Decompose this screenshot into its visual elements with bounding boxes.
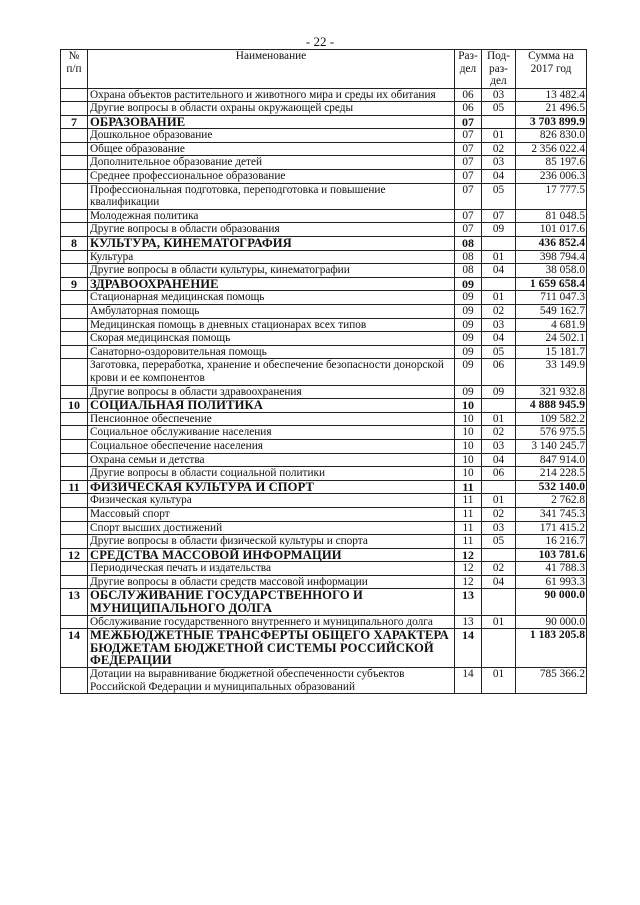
row-section: 07 [455,142,482,156]
row-name: Периодическая печать и издательства [88,562,455,576]
row-sum: 90 000.0 [516,615,587,629]
row-name: Дошкольное образование [88,129,455,143]
row-name: Спорт высших достижений [88,521,455,535]
section-row [61,237,587,251]
table-row [61,156,587,170]
row-section: 09 [455,277,482,291]
row-name: Медицинская помощь в дневных стационарах всех типов [88,318,455,332]
row-subsection: 06 [482,359,516,385]
row-section: 09 [455,305,482,319]
row-name: Культура [88,250,455,264]
row-name: ОБРАЗОВАНИЕ [88,115,455,129]
row-sum: 4 888 945.9 [516,399,587,413]
row-section: 07 [455,129,482,143]
row-number [61,250,88,264]
row-number [61,142,88,156]
row-subsection: 02 [482,305,516,319]
row-sum: 90 000.0 [516,589,587,615]
row-number: 14 [61,629,88,668]
row-sum: 436 852.4 [516,237,587,251]
table-row [61,439,587,453]
row-sum: 21 496.5 [516,102,587,116]
row-section: 08 [455,237,482,251]
row-subsection: 01 [482,412,516,426]
row-sum: 171 415.2 [516,521,587,535]
row-number [61,494,88,508]
row-subsection [482,115,516,129]
row-section: 13 [455,589,482,615]
row-subsection: 02 [482,507,516,521]
row-sum: 33 149.9 [516,359,587,385]
row-subsection [482,629,516,668]
row-number [61,345,88,359]
row-subsection: 09 [482,223,516,237]
row-name: СРЕДСТВА МАССОВОЙ ИНФОРМАЦИИ [88,548,455,562]
row-sum: 847 914.0 [516,453,587,467]
section-row [61,629,587,668]
row-subsection [482,399,516,413]
row-section: 07 [455,223,482,237]
row-subsection: 05 [482,102,516,116]
row-sum: 549 162.7 [516,305,587,319]
row-number: 13 [61,589,88,615]
row-section: 12 [455,575,482,589]
row-number [61,412,88,426]
row-section: 07 [455,170,482,184]
table-row [61,453,587,467]
row-subsection: 01 [482,668,516,694]
row-section: 14 [455,668,482,694]
row-subsection: 05 [482,535,516,549]
table-row [61,223,587,237]
row-section: 06 [455,102,482,116]
row-number [61,156,88,170]
table-row [61,264,587,278]
row-sum: 3 703 899.9 [516,115,587,129]
table-row [61,183,587,209]
row-subsection: 01 [482,291,516,305]
row-sum: 398 794.4 [516,250,587,264]
row-number [61,102,88,116]
table-row [61,332,587,346]
row-sum: 38 058.0 [516,264,587,278]
row-number [61,439,88,453]
row-number [61,453,88,467]
row-number [61,264,88,278]
table-row [61,102,587,116]
row-subsection [482,480,516,494]
row-number: 11 [61,480,88,494]
row-number [61,507,88,521]
row-name: Заготовка, переработка, хранение и обеспечение безопасности донорской крови и ее компонентов [88,359,455,385]
row-sum: 61 993.3 [516,575,587,589]
row-subsection: 04 [482,264,516,278]
row-name: Социальное обслуживание населения [88,426,455,440]
row-subsection: 04 [482,332,516,346]
row-subsection: 02 [482,142,516,156]
row-name: Санаторно-оздоровительная помощь [88,345,455,359]
row-name: ФИЗИЧЕСКАЯ КУЛЬТУРА И СПОРТ [88,480,455,494]
table-row [61,668,587,694]
table-row [61,467,587,481]
row-section: 07 [455,156,482,170]
row-subsection: 01 [482,129,516,143]
row-sum: 214 228.5 [516,467,587,481]
row-section: 11 [455,521,482,535]
row-name: Социальное обеспечение населения [88,439,455,453]
row-number [61,668,88,694]
row-sum: 1 183 205.8 [516,629,587,668]
row-subsection: 09 [482,385,516,399]
row-name: Другие вопросы в области средств массовой информации [88,575,455,589]
section-row [61,480,587,494]
row-subsection: 04 [482,170,516,184]
row-name: ОБСЛУЖИВАНИЕ ГОСУДАРСТВЕННОГО И МУНИЦИПАЛЬНОГО ДОЛГА [88,589,455,615]
row-subsection: 01 [482,250,516,264]
row-sum: 532 140.0 [516,480,587,494]
row-sum: 341 745.3 [516,507,587,521]
table-row [61,535,587,549]
table-row [61,494,587,508]
column-header-sum: Сумма на 2017 год [516,50,587,89]
table-row [61,250,587,264]
row-name: Другие вопросы в области охраны окружающей среды [88,102,455,116]
table-row [61,318,587,332]
row-subsection: 05 [482,183,516,209]
row-section: 09 [455,359,482,385]
row-name: Амбулаторная помощь [88,305,455,319]
row-sum: 711 047.3 [516,291,587,305]
row-name: Другие вопросы в области социальной политики [88,467,455,481]
row-name: СОЦИАЛЬНАЯ ПОЛИТИКА [88,399,455,413]
row-section: 09 [455,291,482,305]
row-name: Стационарная медицинская помощь [88,291,455,305]
row-name: ЗДРАВООХРАНЕНИЕ [88,277,455,291]
row-section: 14 [455,629,482,668]
row-section: 09 [455,345,482,359]
table-row [61,507,587,521]
table-row [61,209,587,223]
row-name: КУЛЬТУРА, КИНЕМАТОГРАФИЯ [88,237,455,251]
table-row [61,170,587,184]
row-number: 8 [61,237,88,251]
section-row [61,277,587,291]
row-subsection: 04 [482,575,516,589]
table-row [61,305,587,319]
row-subsection [482,589,516,615]
row-sum: 2 356 022.4 [516,142,587,156]
table-body [61,88,587,694]
row-name: Охрана семьи и детства [88,453,455,467]
row-subsection: 06 [482,467,516,481]
row-number [61,129,88,143]
table-row [61,142,587,156]
row-number: 7 [61,115,88,129]
row-name: Профессиональная подготовка, переподготовка и повышение квалификации [88,183,455,209]
column-header-num: № п/п [61,50,88,89]
row-subsection: 02 [482,426,516,440]
row-sum: 41 788.3 [516,562,587,576]
row-section: 10 [455,412,482,426]
table-row [61,129,587,143]
page-number: - 22 - [305,34,335,49]
row-sum: 236 006.3 [516,170,587,184]
row-subsection: 01 [482,494,516,508]
row-section: 07 [455,209,482,223]
table-row [61,359,587,385]
row-subsection: 07 [482,209,516,223]
row-subsection: 03 [482,318,516,332]
row-name: Массовый спорт [88,507,455,521]
row-number: 9 [61,277,88,291]
row-sum: 109 582.2 [516,412,587,426]
table-header-row [61,50,587,89]
row-number: 12 [61,548,88,562]
section-row [61,548,587,562]
row-number [61,615,88,629]
column-header-name: Наименование [88,50,455,89]
section-row [61,115,587,129]
row-sum: 2 762.8 [516,494,587,508]
table-row [61,88,587,102]
row-subsection: 01 [482,615,516,629]
row-number [61,426,88,440]
column-header-section: Раз-дел [455,50,482,89]
row-subsection: 03 [482,156,516,170]
table-row [61,385,587,399]
row-section: 08 [455,250,482,264]
row-section: 09 [455,318,482,332]
row-sum: 3 140 245.7 [516,439,587,453]
row-name: Физическая культура [88,494,455,508]
row-sum: 785 366.2 [516,668,587,694]
column-header-subsection: Под-раз-дел [482,50,516,89]
table-row [61,521,587,535]
row-sum: 17 777.5 [516,183,587,209]
row-name: Среднее профессиональное образование [88,170,455,184]
row-section: 10 [455,467,482,481]
row-sum: 15 181.7 [516,345,587,359]
row-name: Дополнительное образование детей [88,156,455,170]
row-number [61,562,88,576]
row-section: 11 [455,507,482,521]
row-section: 11 [455,535,482,549]
section-row [61,399,587,413]
row-name: Охрана объектов растительного и животного мира и среды их обитания [88,88,455,102]
row-name: Другие вопросы в области образования [88,223,455,237]
table-row [61,291,587,305]
row-section: 11 [455,494,482,508]
row-section: 11 [455,480,482,494]
row-subsection [482,277,516,291]
row-name: Скорая медицинская помощь [88,332,455,346]
row-sum: 321 932.8 [516,385,587,399]
row-sum: 13 482.4 [516,88,587,102]
row-name: Другие вопросы в области культуры, кинематографии [88,264,455,278]
row-sum: 81 048.5 [516,209,587,223]
row-section: 10 [455,426,482,440]
row-sum: 103 781.6 [516,548,587,562]
row-sum: 1 659 658.4 [516,277,587,291]
section-row [61,589,587,615]
row-number [61,223,88,237]
row-section: 10 [455,453,482,467]
row-name: МЕЖБЮДЖЕТНЫЕ ТРАНСФЕРТЫ ОБЩЕГО ХАРАКТЕРА БЮДЖЕТАМ БЮДЖЕТНОЙ СИСТЕМЫ РОССИЙСКОЙ ФЕДЕРАЦИИ [88,629,455,668]
row-section: 12 [455,548,482,562]
row-name: Пенсионное обеспечение [88,412,455,426]
table-row [61,426,587,440]
row-section: 07 [455,183,482,209]
row-subsection: 02 [482,562,516,576]
row-section: 09 [455,332,482,346]
row-section: 09 [455,385,482,399]
table-row [61,412,587,426]
row-subsection: 04 [482,453,516,467]
row-section: 06 [455,88,482,102]
row-section: 12 [455,562,482,576]
row-number [61,332,88,346]
row-subsection [482,237,516,251]
row-number [61,183,88,209]
row-subsection: 03 [482,88,516,102]
row-number [61,170,88,184]
row-name: Молодежная политика [88,209,455,223]
row-number [61,88,88,102]
table-row [61,562,587,576]
row-name: Общее образование [88,142,455,156]
table-row [61,575,587,589]
row-number: 10 [61,399,88,413]
row-subsection: 03 [482,521,516,535]
row-subsection [482,548,516,562]
row-name: Обслуживание государственного внутреннего и муниципального долга [88,615,455,629]
row-number [61,359,88,385]
row-number [61,291,88,305]
row-section: 10 [455,399,482,413]
row-section: 13 [455,615,482,629]
row-sum: 826 830.0 [516,129,587,143]
row-section: 10 [455,439,482,453]
row-name: Другие вопросы в области физической культуры и спорта [88,535,455,549]
table-row [61,345,587,359]
row-number [61,535,88,549]
row-number [61,467,88,481]
row-section: 08 [455,264,482,278]
row-number [61,305,88,319]
budget-table [60,49,587,694]
row-number [61,385,88,399]
row-section: 07 [455,115,482,129]
row-number [61,209,88,223]
row-sum: 4 681.9 [516,318,587,332]
row-sum: 101 017.6 [516,223,587,237]
row-sum: 24 502.1 [516,332,587,346]
row-subsection: 03 [482,439,516,453]
row-number [61,521,88,535]
row-name: Другие вопросы в области здравоохранения [88,385,455,399]
row-sum: 85 197.6 [516,156,587,170]
table-row [61,615,587,629]
row-name: Дотации на выравнивание бюджетной обеспеченности субъектов Российской Федерации и муниципальных образований [88,668,455,694]
row-number [61,318,88,332]
row-number [61,575,88,589]
row-subsection: 05 [482,345,516,359]
row-sum: 16 216.7 [516,535,587,549]
row-sum: 576 975.5 [516,426,587,440]
